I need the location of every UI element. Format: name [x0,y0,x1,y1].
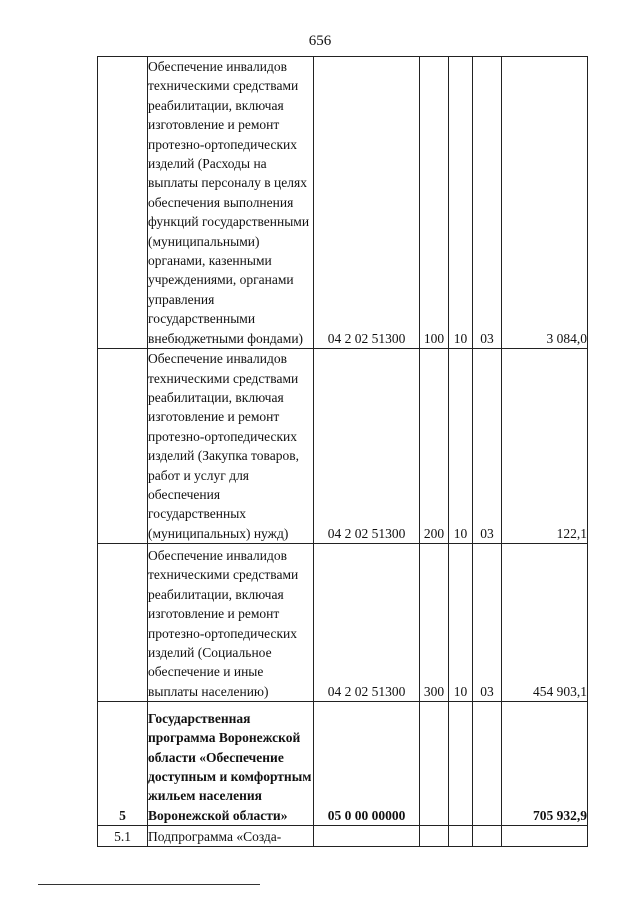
row-section: 10 [449,349,473,544]
table-row [98,57,588,349]
row-amount: 3 084,0 [502,57,588,349]
row-number: 5 [98,702,148,826]
row-section: 10 [449,57,473,349]
page-number: 656 [308,33,332,49]
table-row [98,544,588,702]
row-subsection: 03 [473,349,502,544]
row-expense-type [420,826,449,847]
row-subsection [473,826,502,847]
row-number [98,349,148,544]
row-target-article [314,826,420,847]
row-target-article: 04 2 02 51300 [314,57,420,349]
footnote-divider [38,884,260,885]
row-number: 5.1 [98,826,148,847]
row-target-article: 04 2 02 51300 [314,544,420,702]
row-subsection: 03 [473,57,502,349]
row-amount: 705 932,9 [502,702,588,826]
row-subsection: 03 [473,544,502,702]
table-row [98,826,588,847]
row-subsection [473,702,502,826]
row-name: Государственная программа Воронежской области «Обеспечение доступным и комфортным жильем населения Воронежской области» [148,702,314,826]
table-row [98,349,588,544]
row-amount: 122,1 [502,349,588,544]
row-name: Обеспечение инвалидов техническими средствами реабилитации, включая изготовление и ремонт протезно-ортопедических изделий (Расходы на выплаты персоналу в целях обеспечения выполнения функций государственными (муниципальными) органами, казенными учреждениями, органами управления государственными внебюджетными фондами) [148,57,314,349]
row-amount [502,826,588,847]
row-name: Обеспечение инвалидов техническими средствами реабилитации, включая изготовление и ремонт протезно-ортопедических изделий (Закупка товаров, работ и услуг для обеспечения государственных (муниципальных) нужд) [148,349,314,544]
row-expense-type: 300 [420,544,449,702]
row-number [98,57,148,349]
table-row [98,702,588,826]
row-expense-type [420,702,449,826]
budget-table [97,56,588,847]
row-section [449,826,473,847]
row-expense-type: 100 [420,57,449,349]
row-expense-type: 200 [420,349,449,544]
row-target-article: 04 2 02 51300 [314,349,420,544]
row-name: Подпрограмма «Созда- [148,826,314,847]
row-amount: 454 903,1 [502,544,588,702]
row-section [449,702,473,826]
row-section: 10 [449,544,473,702]
row-target-article: 05 0 00 00000 [314,702,420,826]
row-number [98,544,148,702]
row-name: Обеспечение инвалидов техническими средствами реабилитации, включая изготовление и ремонт протезно-ортопедических изделий (Социальное обеспечение и иные выплаты населению) [148,544,314,702]
